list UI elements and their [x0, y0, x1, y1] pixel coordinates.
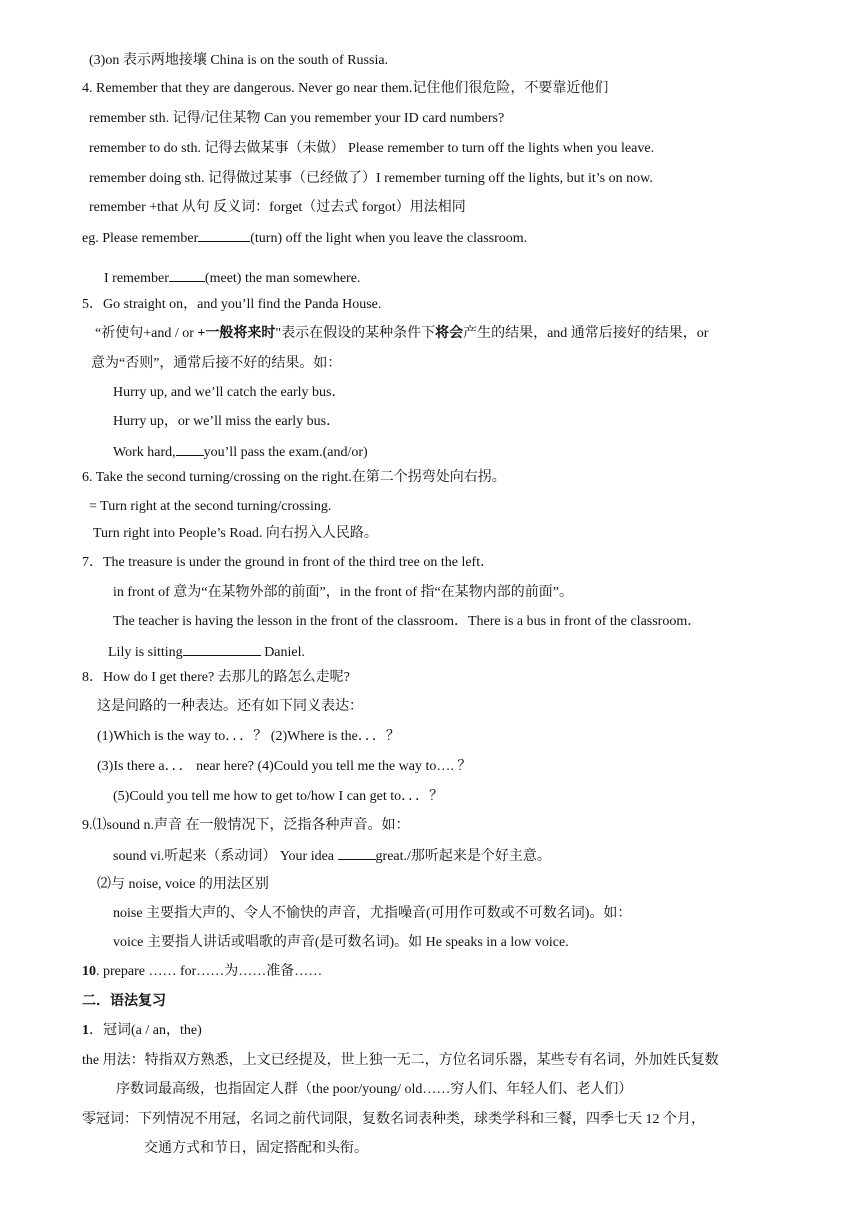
section-heading: 8．How do I get there? 去那儿的路怎么走呢? — [82, 670, 350, 685]
answer-blank — [198, 228, 250, 242]
text-segment: great./那听起来是个好主意。 — [375, 849, 551, 864]
answer-blank — [183, 642, 261, 656]
text-segment: 产生的结果，and 通常后接好的结果，or — [463, 326, 709, 341]
text-line: (1)Which is the way to．．．？ (2)Where is the．．．？ — [97, 729, 400, 744]
text-line: remember doing sth. 记得做过某事（已经做了）I remember turning off the lights, but it’s on now. — [89, 171, 653, 186]
text-segment: ．冠词(a / an，the) — [89, 1023, 202, 1038]
text-line — [95, 325, 708, 343]
text-segment: I remember — [104, 271, 169, 286]
answer-blank — [338, 846, 376, 860]
section-heading: 9.⑴sound n.声音 在一般情况下，泛指各种声音。如： — [82, 818, 410, 833]
text-line: voice 主要指人讲话或唱歌的声音(是可数名词)。如 He speaks in a low voice. — [113, 935, 569, 950]
text-line: (5)Could you tell me how to get to/how I can get to．．．？ — [113, 789, 444, 804]
section-heading — [82, 1022, 202, 1040]
bold-segment: 1 — [82, 1023, 89, 1038]
exercise-line — [113, 442, 368, 462]
text-line: Turn right into People’s Road. 向右拐入人民路。 — [93, 526, 378, 541]
grammar-section-title: 二．语法复习 — [82, 994, 166, 1009]
text-line: 序数词最高级，也指固定人群（the poor/young/ old……穷人们、年轻人们、老人们） — [116, 1082, 633, 1097]
text-segment: Lily is sitting — [108, 645, 183, 660]
text-line: (3)Is there a．．． near here? (4)Could you tell me the way to…. ？ — [97, 759, 472, 774]
section-heading — [82, 963, 322, 981]
example-line: Hurry up，or we’ll miss the early bus． — [113, 414, 341, 429]
text-segment: "表示在假设的某种条件下 — [275, 326, 436, 341]
section-heading: 7．The treasure is under the ground in front of the third tree on the left． — [82, 555, 495, 570]
answer-blank — [169, 268, 205, 282]
text-line: 零冠词：下列情况不用冠，名词之前代词限，复数名词表种类，球类学科和三餐，四季七天 12 个月， — [82, 1112, 705, 1127]
text-segment: you’ll pass the exam.(and/or) — [203, 445, 368, 460]
text-line: 这是问路的一种表达。还有如下同义表达： — [97, 699, 363, 714]
text-segment: (turn) off the light when you leave the classroom. — [250, 231, 528, 246]
exercise-line — [82, 228, 527, 248]
text-line: remember to do sth. 记得去做某事（未做） Please remember to turn off the lights when you leave. — [89, 141, 655, 156]
exercise-line — [104, 268, 360, 288]
section-heading: 6. Take the second turning/crossing on the right.在第二个拐弯处向右拐。 — [82, 470, 506, 485]
text-line: 意为“否则”，通常后接不好的结果。如： — [91, 356, 342, 371]
text-segment: . prepare …… for……为……准备…… — [96, 964, 323, 979]
text-segment: sound vi.听起来（系动词） Your idea — [113, 849, 338, 864]
text-line: 交通方式和节日，固定搭配和头衔。 — [144, 1141, 368, 1156]
text-line: in front of 意为“在某物外部的前面”，in the front of 指“在某物内部的前面”。 — [113, 585, 573, 600]
text-line: the 用法：特指双方熟悉，上文已经提及，世上独一无二，方位名词乐器，某些专有名词，外加姓氏复数 — [82, 1053, 719, 1068]
exercise-line — [108, 642, 305, 662]
example-line: The teacher is having the lesson in the front of the classroom．There is a bus in front of the classroom． — [113, 614, 702, 629]
bold-segment: 将会 — [435, 326, 464, 341]
text-line: ⑵与 noise, voice 的用法区别 — [97, 877, 269, 892]
text-line: 4. Remember that they are dangerous. Never go near them.记住他们很危险，不要靠近他们 — [82, 81, 609, 96]
text-segment: Daniel. — [260, 645, 306, 660]
exercise-line — [113, 846, 551, 866]
example-line: Hurry up, and we’ll catch the early bus． — [113, 385, 346, 400]
bold-segment: +一般将来时 — [197, 326, 276, 341]
text-line: noise 主要指大声的、令人不愉快的声音，尤指噪音(可用作可数或不可数名词)。如： — [113, 906, 632, 921]
text-segment: Work hard, — [113, 445, 176, 460]
section-heading: 5．Go straight on，and you’ll find the Panda House. — [82, 297, 382, 312]
text-line: (3)on 表示两地接壤 China is on the south of Russia. — [89, 53, 389, 68]
text-segment: eg. Please remember — [82, 231, 199, 246]
text-line: = Turn right at the second turning/crossing. — [89, 499, 332, 514]
answer-blank — [176, 442, 204, 456]
text-segment: (meet) the man somewhere. — [204, 271, 361, 286]
text-line: remember sth. 记得/记住某物 Can you remember your ID card numbers? — [89, 111, 505, 126]
bold-segment: 10 — [82, 964, 96, 979]
text-segment: “祈使句+and / or — [95, 326, 198, 341]
text-line: remember +that 从句 反义词：forget（过去式 forgot）用法相同 — [89, 200, 466, 215]
